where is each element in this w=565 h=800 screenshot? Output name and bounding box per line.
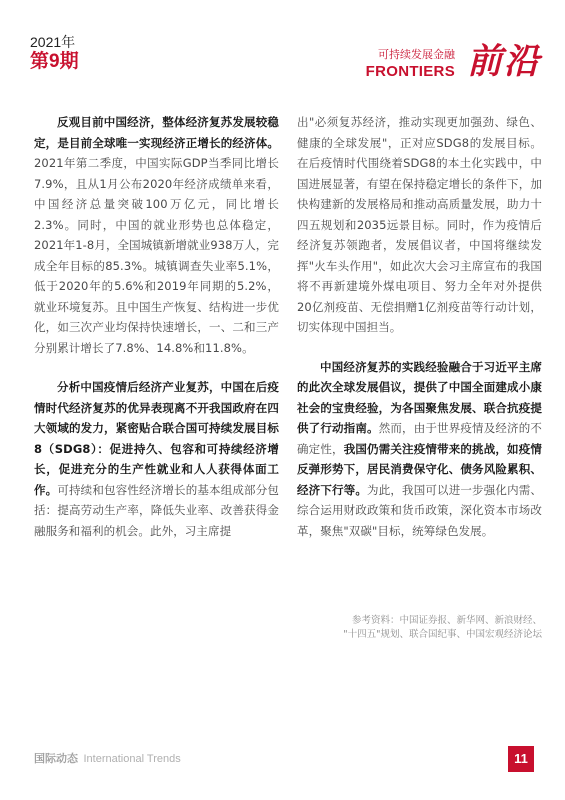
footer-section-cn: 国际动态 [34, 752, 78, 765]
bold-lead-experience: 中国经济复苏的实践经验融合于习近平主席的此次全球发展倡议，提供了中国全面建成小康社会的宝贵经验，为各国聚焦发展、联合抗疫提供了行动指南。 [297, 359, 542, 435]
article-column-right [297, 112, 542, 541]
masthead-big-characters: 前沿 [466, 42, 541, 82]
text-measures: 为此，我国可以进一步强化内需、综合运用财政政策和货币政策，深化资本市场改革，聚焦"双碳"目标，统筹绿色发展。 [297, 482, 543, 538]
bold-lead-sdg8: 分析中国疫情后经济产业复苏，中国在后疫情时代经济复苏的优异表现离不开我国政府在四大领域的发力，紧密贴合联合国可持续发展目标8（SDG8）：促进持久、包容和可持续经济增长，促进充分的生产性就业和人人获得体面工作。 [34, 380, 279, 497]
masthead-english-title: FRONTIERS [365, 63, 455, 80]
text-uncertainty: 然而，由于世界疫情及经济的不确定性， [297, 421, 542, 456]
bold-lead-economy: 反观目前中国经济，整体经济复苏发展较稳定，是目前全球唯一实现经济正增长的经济体。 [34, 115, 279, 150]
masthead-logo [351, 42, 541, 88]
masthead-chinese-title: 可持续发展金融 [378, 48, 455, 61]
article-column-left [34, 112, 279, 541]
references-line-2: "十四五"规划、联合国纪事、中国宏观经济论坛 [343, 629, 542, 640]
references-line-1: 参考资料：中国证券报、新华网、新浪财经、 [351, 615, 542, 626]
footer-section-en: International Trends [83, 753, 181, 765]
page-number: 11 [508, 746, 534, 772]
paragraph-recovery-analysis [34, 377, 279, 541]
paragraph-continued: 出"必须复苏经济，推动实现更加强劲、绿色、健康的全球发展"，正对应SDG8的发展目标。在后疫情时代围绕着SDG8的本土化实践中，中国进展显著，有望在保持稳定增长的条件下，加快构建新的发展格局和推动高质量发展，助力十四五规划和2035远景目标。同时，作为疫情后经济复苏领跑者，发展倡议者，中国将继续发挥"火车头作用"，如此次大会习主席宣布的我国将不再新建境外煤电项目、努力全年对外提供20亿剂疫苗、无偿捐赠1亿剂疫苗等行动计划，切实体现中国担当。 [297, 115, 542, 334]
bold-challenges: 我国仍需关注疫情带来的挑战，如疫情反弹形势下，居民消费保守化、债务风险累积、经济下行等。 [297, 441, 542, 497]
paragraph-conclusion [297, 357, 542, 542]
issue-year: 2021年 [30, 34, 76, 50]
references [297, 614, 542, 642]
text-sdg8-components: 可持续和包容性经济增长的基本组成部分包括：提高劳动生产率，降低失业率、改善获得金融服务和福利的机会。此外，习主席提 [34, 482, 279, 538]
text-economy-stats: 2021年第二季度，中国实际GDP当季同比增长7.9%，且从1月公布2020年经济成绩单来看，中国经济总量突破100万亿元，同比增长2.3%。同时，中国的就业形势也总体稳定，2021年1-8月，全国城镇新增就业938万人，完成全年目标的85.3%。城镇调查失业率5.1%，低于2020年的5.6%和2019年同期的5.2%，就业环境复苏。且中国生产恢复、结构进一步优化，如三次产业均保持快速增长，一、二和三产分别累计增长了7.8%、14.8%和11.8%。 [34, 156, 279, 355]
footer-section-label [34, 752, 181, 766]
issue-number: 第9期 [30, 51, 79, 72]
paragraph-economy-overview [34, 112, 279, 358]
